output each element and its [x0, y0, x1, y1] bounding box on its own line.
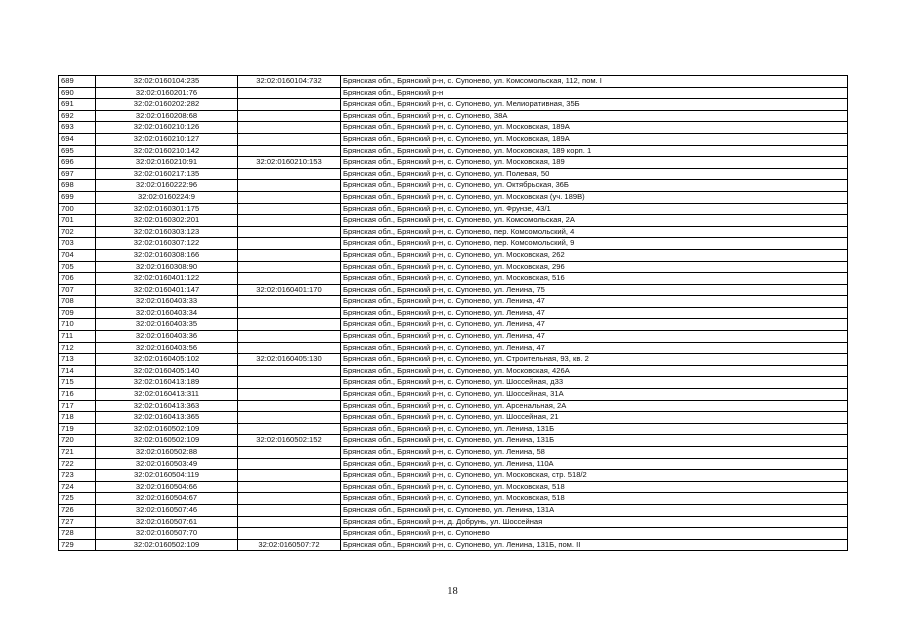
- address-cell: Брянская обл., Брянский р-н, с. Супонево, ул. Ленина, 110А: [341, 458, 848, 470]
- parent-cadastral-number-cell: [238, 87, 341, 99]
- address-cell: Брянская обл., Брянский р-н, с. Супонево, ул. Ленина, 131Б, пом. II: [341, 539, 848, 551]
- row-number-cell: 718: [59, 412, 96, 424]
- table-row: [59, 122, 848, 134]
- cadastral-number-cell: 32:02:0160308:166: [96, 249, 238, 261]
- row-number-cell: 729: [59, 539, 96, 551]
- row-number-cell: 703: [59, 238, 96, 250]
- table-row: [59, 203, 848, 215]
- table-row: [59, 87, 848, 99]
- table-row: [59, 331, 848, 343]
- cadastral-number-cell: 32:02:0160504:119: [96, 470, 238, 482]
- cadastral-number-cell: 32:02:0160401:122: [96, 273, 238, 285]
- cadastral-number-cell: 32:02:0160413:189: [96, 377, 238, 389]
- cadastral-number-cell: 32:02:0160405:140: [96, 365, 238, 377]
- row-number-cell: 706: [59, 273, 96, 285]
- address-cell: Брянская обл., Брянский р-н, с. Супонево, ул. Полевая, 50: [341, 168, 848, 180]
- address-cell: Брянская обл., Брянский р-н, с. Супонево, ул. Ленина, 131А: [341, 504, 848, 516]
- table-row: [59, 400, 848, 412]
- cadastral-number-cell: 32:02:0160405:102: [96, 354, 238, 366]
- address-cell: Брянская обл., Брянский р-н, с. Супонево, ул. Комсомольская, 2А: [341, 215, 848, 227]
- table-row: [59, 354, 848, 366]
- parent-cadastral-number-cell: [238, 226, 341, 238]
- table-row: [59, 342, 848, 354]
- row-number-cell: 724: [59, 481, 96, 493]
- table-row: [59, 180, 848, 192]
- address-cell: Брянская обл., Брянский р-н, с. Супонево, ул. Московская, 189: [341, 157, 848, 169]
- address-cell: Брянская обл., Брянский р-н, с. Супонево, ул. Московская, 296: [341, 261, 848, 273]
- cadastral-number-cell: 32:02:0160301:175: [96, 203, 238, 215]
- row-number-cell: 711: [59, 331, 96, 343]
- row-number-cell: 725: [59, 493, 96, 505]
- address-cell: Брянская обл., Брянский р-н: [341, 87, 848, 99]
- registry-table-body: [59, 76, 848, 551]
- row-number-cell: 720: [59, 435, 96, 447]
- table-row: [59, 516, 848, 528]
- address-cell: Брянская обл., Брянский р-н, с. Супонево, ул. Ленина, 58: [341, 447, 848, 459]
- cadastral-number-cell: 32:02:0160507:70: [96, 528, 238, 540]
- address-cell: Брянская обл., Брянский р-н, с. Супонево, ул. Шоссейная, 31А: [341, 389, 848, 401]
- table-row: [59, 412, 848, 424]
- address-cell: Брянская обл., Брянский р-н, с. Супонево, ул. Московская, 189А: [341, 122, 848, 134]
- cadastral-number-cell: 32:02:0160307:122: [96, 238, 238, 250]
- cadastral-number-cell: 32:02:0160403:33: [96, 296, 238, 308]
- address-cell: Брянская обл., Брянский р-н, с. Супонево, ул. Ленина, 131Б: [341, 435, 848, 447]
- row-number-cell: 728: [59, 528, 96, 540]
- parent-cadastral-number-cell: [238, 110, 341, 122]
- parent-cadastral-number-cell: [238, 447, 341, 459]
- table-row: [59, 504, 848, 516]
- row-number-cell: 699: [59, 191, 96, 203]
- row-number-cell: 712: [59, 342, 96, 354]
- address-cell: Брянская обл., Брянский р-н, с. Супонево, ул. Мелиоративная, 35Б: [341, 99, 848, 111]
- table-row: [59, 238, 848, 250]
- parent-cadastral-number-cell: [238, 296, 341, 308]
- parent-cadastral-number-cell: [238, 203, 341, 215]
- table-row: [59, 249, 848, 261]
- cadastral-number-cell: 32:02:0160201:76: [96, 87, 238, 99]
- row-number-cell: 697: [59, 168, 96, 180]
- row-number-cell: 704: [59, 249, 96, 261]
- cadastral-number-cell: 32:02:0160403:56: [96, 342, 238, 354]
- row-number-cell: 709: [59, 307, 96, 319]
- parent-cadastral-number-cell: [238, 470, 341, 482]
- address-cell: Брянская обл., Брянский р-н, с. Супонево, ул. Ленина, 131Б: [341, 423, 848, 435]
- parent-cadastral-number-cell: 32:02:0160405:130: [238, 354, 341, 366]
- parent-cadastral-number-cell: [238, 249, 341, 261]
- table-row: [59, 447, 848, 459]
- cadastral-number-cell: 32:02:0160208:68: [96, 110, 238, 122]
- address-cell: Брянская обл., Брянский р-н, с. Супонево, ул. Московская (уч. 189В): [341, 191, 848, 203]
- parent-cadastral-number-cell: [238, 365, 341, 377]
- row-number-cell: 695: [59, 145, 96, 157]
- parent-cadastral-number-cell: [238, 342, 341, 354]
- cadastral-number-cell: 32:02:0160210:142: [96, 145, 238, 157]
- cadastral-number-cell: 32:02:0160224:9: [96, 191, 238, 203]
- cadastral-number-cell: 32:02:0160403:35: [96, 319, 238, 331]
- row-number-cell: 702: [59, 226, 96, 238]
- parent-cadastral-number-cell: [238, 412, 341, 424]
- table-row: [59, 319, 848, 331]
- parent-cadastral-number-cell: [238, 331, 341, 343]
- table-row: [59, 389, 848, 401]
- address-cell: Брянская обл., Брянский р-н, с. Супонево, ул. Шоссейная, д33: [341, 377, 848, 389]
- address-cell: Брянская обл., Брянский р-н, с. Супонево, ул. Ленина, 47: [341, 296, 848, 308]
- parent-cadastral-number-cell: [238, 516, 341, 528]
- cadastral-number-cell: 32:02:0160210:127: [96, 133, 238, 145]
- address-cell: Брянская обл., Брянский р-н, с. Супонево, ул. Шоссейная, 21: [341, 412, 848, 424]
- address-cell: Брянская обл., Брянский р-н, с. Супонево, ул. Октябрьская, 36Б: [341, 180, 848, 192]
- cadastral-number-cell: 32:02:0160222:96: [96, 180, 238, 192]
- row-number-cell: 692: [59, 110, 96, 122]
- table-row: [59, 76, 848, 88]
- row-number-cell: 719: [59, 423, 96, 435]
- parent-cadastral-number-cell: [238, 99, 341, 111]
- cadastral-number-cell: 32:02:0160502:109: [96, 435, 238, 447]
- table-row: [59, 528, 848, 540]
- parent-cadastral-number-cell: [238, 377, 341, 389]
- row-number-cell: 715: [59, 377, 96, 389]
- table-row: [59, 296, 848, 308]
- parent-cadastral-number-cell: 32:02:0160104:732: [238, 76, 341, 88]
- parent-cadastral-number-cell: [238, 481, 341, 493]
- cadastral-number-cell: 32:02:0160104:235: [96, 76, 238, 88]
- cadastral-number-cell: 32:02:0160401:147: [96, 284, 238, 296]
- cadastral-registry-table: [58, 75, 848, 551]
- row-number-cell: 708: [59, 296, 96, 308]
- parent-cadastral-number-cell: [238, 180, 341, 192]
- cadastral-number-cell: 32:02:0160413:365: [96, 412, 238, 424]
- cadastral-number-cell: 32:02:0160202:282: [96, 99, 238, 111]
- table-row: [59, 168, 848, 180]
- row-number-cell: 705: [59, 261, 96, 273]
- row-number-cell: 722: [59, 458, 96, 470]
- row-number-cell: 716: [59, 389, 96, 401]
- parent-cadastral-number-cell: [238, 215, 341, 227]
- parent-cadastral-number-cell: [238, 261, 341, 273]
- parent-cadastral-number-cell: [238, 133, 341, 145]
- table-row: [59, 273, 848, 285]
- parent-cadastral-number-cell: [238, 145, 341, 157]
- table-row: [59, 133, 848, 145]
- parent-cadastral-number-cell: [238, 389, 341, 401]
- address-cell: Брянская обл., Брянский р-н, с. Супонево, ул. Московская, 518: [341, 481, 848, 493]
- cadastral-number-cell: 32:02:0160217:135: [96, 168, 238, 180]
- table-row: [59, 470, 848, 482]
- address-cell: Брянская обл., Брянский р-н, с. Супонево, 38А: [341, 110, 848, 122]
- table-row: [59, 226, 848, 238]
- cadastral-number-cell: 32:02:0160303:123: [96, 226, 238, 238]
- address-cell: Брянская обл., Брянский р-н, с. Супонево, ул. Комсомольская, 112, пом. I: [341, 76, 848, 88]
- cadastral-number-cell: 32:02:0160507:61: [96, 516, 238, 528]
- row-number-cell: 723: [59, 470, 96, 482]
- cadastral-number-cell: 32:02:0160413:363: [96, 400, 238, 412]
- parent-cadastral-number-cell: 32:02:0160210:153: [238, 157, 341, 169]
- address-cell: Брянская обл., Брянский р-н, с. Супонево, ул. Московская, 189 корп. 1: [341, 145, 848, 157]
- row-number-cell: 701: [59, 215, 96, 227]
- cadastral-number-cell: 32:02:0160302:201: [96, 215, 238, 227]
- cadastral-number-cell: 32:02:0160502:109: [96, 539, 238, 551]
- row-number-cell: 727: [59, 516, 96, 528]
- table-row: [59, 458, 848, 470]
- address-cell: Брянская обл., Брянский р-н, с. Супонево, ул. Московская, 518: [341, 493, 848, 505]
- cadastral-number-cell: 32:02:0160403:36: [96, 331, 238, 343]
- row-number-cell: 689: [59, 76, 96, 88]
- row-number-cell: 693: [59, 122, 96, 134]
- table-row: [59, 215, 848, 227]
- address-cell: Брянская обл., Брянский р-н, с. Супонево, пер. Комсомольский, 9: [341, 238, 848, 250]
- row-number-cell: 696: [59, 157, 96, 169]
- address-cell: Брянская обл., Брянский р-н, д. Добрунь, ул. Шоссейная: [341, 516, 848, 528]
- cadastral-number-cell: 32:02:0160308:90: [96, 261, 238, 273]
- parent-cadastral-number-cell: [238, 458, 341, 470]
- parent-cadastral-number-cell: [238, 238, 341, 250]
- cadastral-number-cell: 32:02:0160504:67: [96, 493, 238, 505]
- row-number-cell: 710: [59, 319, 96, 331]
- cadastral-number-cell: 32:02:0160503:49: [96, 458, 238, 470]
- address-cell: Брянская обл., Брянский р-н, с. Супонево, пер. Комсомольский, 4: [341, 226, 848, 238]
- row-number-cell: 690: [59, 87, 96, 99]
- address-cell: Брянская обл., Брянский р-н, с. Супонево, ул. Ленина, 47: [341, 342, 848, 354]
- address-cell: Брянская обл., Брянский р-н, с. Супонево, ул. Ленина, 47: [341, 307, 848, 319]
- address-cell: Брянская обл., Брянский р-н, с. Супонево, ул. Ленина, 47: [341, 319, 848, 331]
- parent-cadastral-number-cell: [238, 168, 341, 180]
- address-cell: Брянская обл., Брянский р-н, с. Супонево, ул. Московская, 189А: [341, 133, 848, 145]
- address-cell: Брянская обл., Брянский р-н, с. Супонево, ул. Московская, 262: [341, 249, 848, 261]
- table-row: [59, 191, 848, 203]
- table-row: [59, 423, 848, 435]
- cadastral-number-cell: 32:02:0160502:109: [96, 423, 238, 435]
- cadastral-number-cell: 32:02:0160507:46: [96, 504, 238, 516]
- address-cell: Брянская обл., Брянский р-н, с. Супонево, ул. Московская, стр. 518/2: [341, 470, 848, 482]
- cadastral-number-cell: 32:02:0160413:311: [96, 389, 238, 401]
- cadastral-number-cell: 32:02:0160403:34: [96, 307, 238, 319]
- row-number-cell: 713: [59, 354, 96, 366]
- table-row: [59, 284, 848, 296]
- table-row: [59, 377, 848, 389]
- row-number-cell: 717: [59, 400, 96, 412]
- address-cell: Брянская обл., Брянский р-н, с. Супонево: [341, 528, 848, 540]
- address-cell: Брянская обл., Брянский р-н, с. Супонево, ул. Строительная, 93, кв. 2: [341, 354, 848, 366]
- row-number-cell: 698: [59, 180, 96, 192]
- cadastral-number-cell: 32:02:0160210:91: [96, 157, 238, 169]
- parent-cadastral-number-cell: [238, 273, 341, 285]
- table-row: [59, 307, 848, 319]
- table-row: [59, 99, 848, 111]
- row-number-cell: 726: [59, 504, 96, 516]
- address-cell: Брянская обл., Брянский р-н, с. Супонево, ул. Московская, 426А: [341, 365, 848, 377]
- table-row: [59, 365, 848, 377]
- parent-cadastral-number-cell: [238, 307, 341, 319]
- table-row: [59, 481, 848, 493]
- parent-cadastral-number-cell: 32:02:0160401:170: [238, 284, 341, 296]
- address-cell: Брянская обл., Брянский р-н, с. Супонево, ул. Ленина, 47: [341, 331, 848, 343]
- cadastral-number-cell: 32:02:0160502:88: [96, 447, 238, 459]
- parent-cadastral-number-cell: [238, 493, 341, 505]
- address-cell: Брянская обл., Брянский р-н, с. Супонево, ул. Московская, 516: [341, 273, 848, 285]
- row-number-cell: 707: [59, 284, 96, 296]
- parent-cadastral-number-cell: [238, 423, 341, 435]
- address-cell: Брянская обл., Брянский р-н, с. Супонево, ул. Фрунзе, 43/1: [341, 203, 848, 215]
- parent-cadastral-number-cell: [238, 191, 341, 203]
- row-number-cell: 694: [59, 133, 96, 145]
- table-row: [59, 493, 848, 505]
- row-number-cell: 700: [59, 203, 96, 215]
- cadastral-number-cell: 32:02:0160210:126: [96, 122, 238, 134]
- table-row: [59, 435, 848, 447]
- parent-cadastral-number-cell: 32:02:0160502:152: [238, 435, 341, 447]
- table-row: [59, 157, 848, 169]
- parent-cadastral-number-cell: 32:02:0160507:72: [238, 539, 341, 551]
- table-row: [59, 539, 848, 551]
- cadastral-number-cell: 32:02:0160504:66: [96, 481, 238, 493]
- table-row: [59, 145, 848, 157]
- row-number-cell: 714: [59, 365, 96, 377]
- row-number-cell: 691: [59, 99, 96, 111]
- page-number: 18: [447, 586, 458, 597]
- address-cell: Брянская обл., Брянский р-н, с. Супонево, ул. Ленина, 75: [341, 284, 848, 296]
- table-row: [59, 261, 848, 273]
- parent-cadastral-number-cell: [238, 122, 341, 134]
- table-row: [59, 110, 848, 122]
- address-cell: Брянская обл., Брянский р-н, с. Супонево, ул. Арсенальная, 2А: [341, 400, 848, 412]
- parent-cadastral-number-cell: [238, 319, 341, 331]
- parent-cadastral-number-cell: [238, 528, 341, 540]
- row-number-cell: 721: [59, 447, 96, 459]
- parent-cadastral-number-cell: [238, 400, 341, 412]
- parent-cadastral-number-cell: [238, 504, 341, 516]
